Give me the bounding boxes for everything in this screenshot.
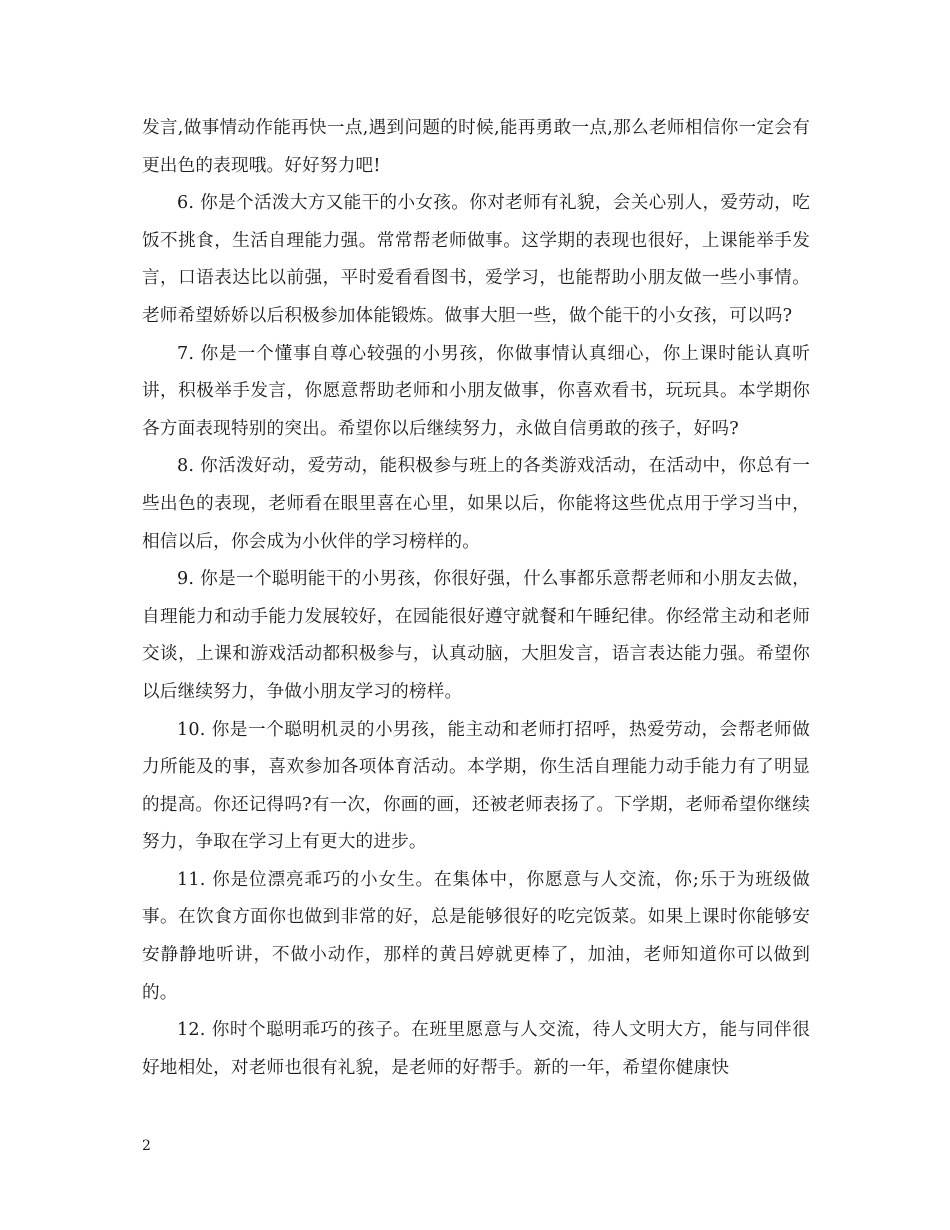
page-number: 2 (142, 1138, 151, 1154)
paragraph-item-8: 8. 你活泼好动，爱劳动，能积极参与班上的各类游戏活动，在活动中，你总有一些出色的表现，老师看在眼里喜在心里，如果以后，你能将这些优点用于学习当中，相信以后，你会成为小伙伴的学习榜样的。 (142, 456, 810, 552)
paragraph-item-6: 6. 你是个活泼大方又能干的小女孩。你对老师有礼貌，会关心别人，爱劳动，吃饭不挑食，生活自理能力强。常常帮老师做事。这学期的表现也很好，上课能举手发言，口语表达比以前强，平时爱看看图书，爱学习，也能帮助小朋友做一些小事情。老师希望娇娇以后积极参加体能锻炼。做事大胆一些，做个能干的小女孩，可以吗? (142, 193, 810, 326)
paragraph-item-10: 10. 你是一个聪明机灵的小男孩，能主动和老师打招呼，热爱劳动，会帮老师做力所能及的事，喜欢参加各项体育活动。本学期，你生活自理能力动手能力有了明显的提高。你还记得吗?有一次，你画的画，还被老师表扬了。下学期，老师希望你继续努力，争取在学习上有更大的进步。 (142, 719, 811, 853)
paragraph-item-9: 9. 你是一个聪明能干的小男孩，你很好强，什么事都乐意帮老师和小朋友去做，自理能力和动手能力发展较好，在园能很好遵守就餐和午睡纪律。你经常主动和老师交谈，上课和游戏活动都积极参与，认真动脑，大胆发言，语言表达能力强。希望你以后继续努力，争做小朋友学习的榜样。 (142, 569, 810, 702)
paragraph-item-11: 11. 你是位漂亮乖巧的小女生。在集体中，你愿意与人交流，你;乐于为班级做事。在饮食方面你也做到非常的好，总是能够很好的吃完饭菜。如果上课时你能够安安静静地听讲，不做小动作，那样的黄吕婷就更棒了，加油，老师知道你可以做到的。 (142, 869, 810, 1003)
paragraph-item-12: 12. 你时个聪明乖巧的孩子。在班里愿意与人交流，待人文明大方，能与同伴很好地相处，对老师也很有礼貌，是老师的好帮手。新的一年，希望你健康快 (142, 1020, 810, 1078)
paragraph-continuation: 发言,做事情动作能再快一点,遇到问题的时候,能再勇敢一点,那么老师相信你一定会有更出色的表现哦。好好努力吧! (142, 118, 810, 176)
document-body (142, 110, 810, 1087)
paragraph-item-7: 7. 你是一个懂事自尊心较强的小男孩，你做事情认真细心，你上课时能认真听讲，积极举手发言，你愿意帮助老师和小朋友做事，你喜欢看书，玩玩具。本学期你各方面表现特别的突出。希望你以后继续努力，永做自信勇敢的孩子，好吗? (142, 343, 810, 439)
